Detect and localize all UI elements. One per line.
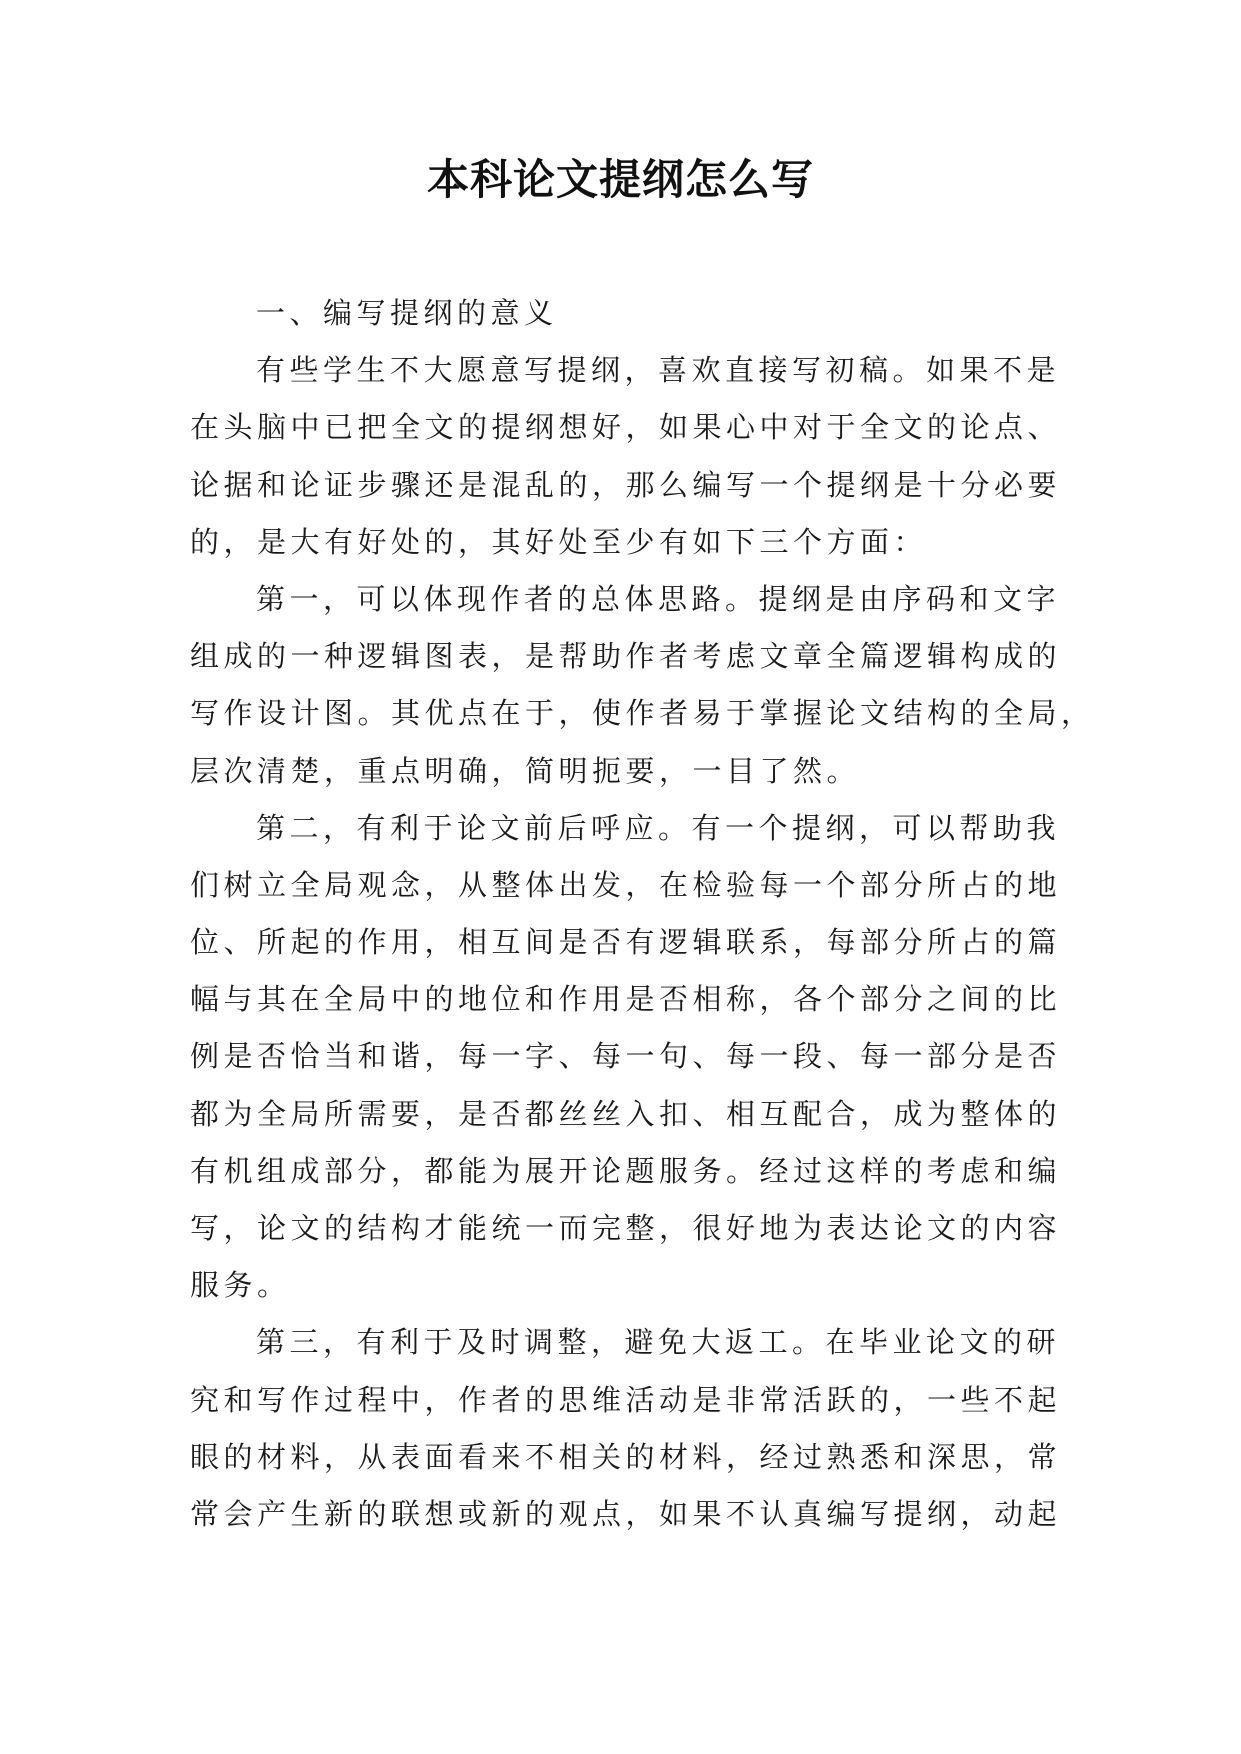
paragraph-line: 写，论文的结构才能统一而完整，很好地为表达论文的内容 (190, 1211, 1062, 1245)
paragraph-line: 写作设计图。其优点在于，使作者易于掌握论文结构的全局， (190, 696, 1095, 731)
paragraph-line: 有些学生不大愿意写提纲，喜欢直接写初稿。如果不是 (256, 353, 1061, 388)
paragraph-line: 第二，有利于论文前后呼应。有一个提纲，可以帮助我 (256, 810, 1061, 845)
paragraph-line: 层次清楚，重点明确，简明扼要，一目了然。 (190, 753, 861, 788)
paragraph-line: 究和写作过程中，作者的思维活动是非常活跃的，一些不起 (190, 1382, 1062, 1417)
paragraph-line: 服务。 (190, 1268, 291, 1303)
paragraph-line: 有机组成部分，都能为展开论题服务。经过这样的考虑和编 (190, 1153, 1062, 1188)
paragraph-line: 们树立全局观念，从整体出发，在检验每一个部分所占的地 (190, 867, 1062, 902)
document-body (190, 285, 1095, 1543)
paragraph-line: 的，是大有好处的，其好处至少有如下三个方面： (190, 524, 928, 559)
paragraph-line: 常会产生新的联想或新的观点，如果不认真编写提纲，动起 (190, 1496, 1062, 1531)
paragraph-line: 眼的材料，从表面看来不相关的材料，经过熟悉和深思，常 (190, 1439, 1062, 1474)
paragraph-line: 例是否恰当和谐，每一字、每一句、每一段、每一部分是否 (190, 1039, 1062, 1074)
document-title: 本科论文提纲怎么写 (426, 155, 814, 204)
paragraph-line: 在头脑中已把全文的提纲想好，如果心中对于全文的论点、 (190, 410, 1062, 445)
paragraph-line: 幅与其在全局中的地位和作用是否相称，各个部分之间的比 (190, 982, 1062, 1017)
paragraph-line: 第一，可以体现作者的总体思路。提纲是由序码和文字 (256, 581, 1061, 616)
paragraph-line: 第三，有利于及时调整，避免大返工。在毕业论文的研 (256, 1325, 1061, 1360)
section-heading: 一、编写提纲的意义 (256, 296, 558, 330)
paragraph-line: 组成的一种逻辑图表，是帮助作者考虑文章全篇逻辑构成的 (190, 639, 1062, 674)
paragraph-line: 都为全局所需要，是否都丝丝入扣、相互配合，成为整体的 (190, 1096, 1062, 1131)
paragraph-line: 位、所起的作用，相互间是否有逻辑联系，每部分所占的篇 (190, 925, 1062, 960)
paragraph-line: 论据和论证步骤还是混乱的，那么编写一个提纲是十分必要 (190, 467, 1062, 502)
